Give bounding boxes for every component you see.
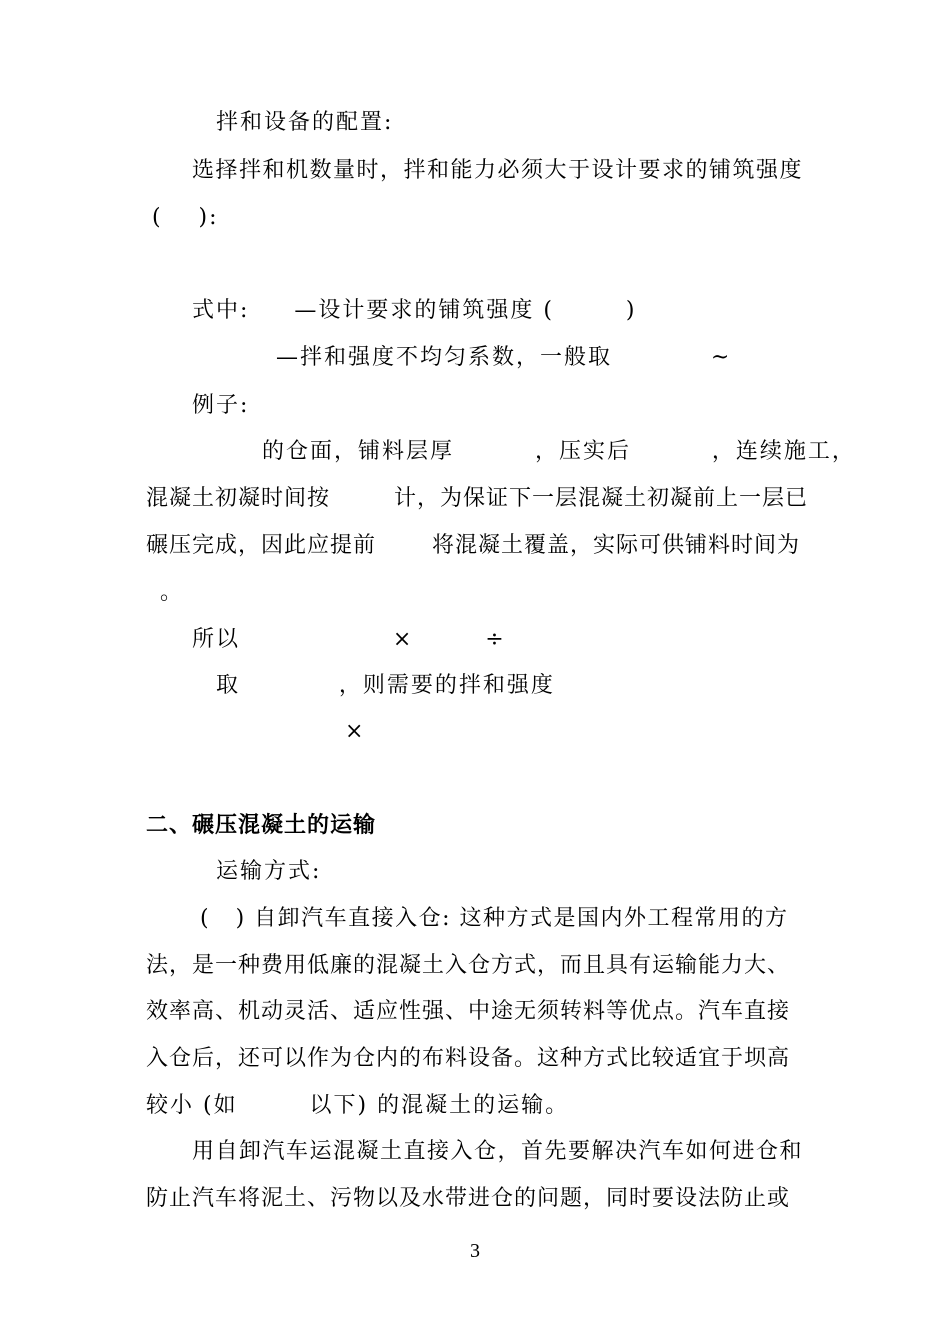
text-line: 碾压完成，因此应提前 将混凝土覆盖，实际可供铺料时间为 — [146, 533, 800, 558]
text-line: 混凝土初凝时间按 计，为保证下一层混凝土初凝前上一层已 — [146, 486, 808, 511]
text-line: 例子: — [192, 393, 250, 418]
section-heading: 二、碾压混凝土的运输 — [146, 813, 377, 838]
text-line: 所以 × ÷ — [192, 627, 506, 652]
text-line: 入仓后，还可以作为仓内的布料设备。这种方式比较适宜于坝高 — [146, 1046, 791, 1071]
text-line: 效率高、机动灵活、适应性强、中途无须转料等优点。汽车直接 — [146, 999, 791, 1024]
text-line: × — [345, 719, 366, 744]
text-line: 拌和设备的配置: — [216, 110, 394, 135]
text-line: 式中: —设计要求的铺筑强度 ( ) — [192, 298, 637, 323]
text-line: 用自卸汽车运混凝土直接入仓，首先要解决汽车如何进仓和 — [192, 1139, 804, 1164]
text-line: 运输方式: — [216, 859, 322, 884]
text-line: ( ) 自卸汽车直接入仓: 这种方式是国内外工程常用的方 — [200, 906, 789, 931]
text-line: 较小 (如 以下) 的混凝土的运输。 — [146, 1093, 570, 1118]
text-line: 选择拌和机数量时，拌和能力必须大于设计要求的铺筑强度 — [192, 158, 804, 183]
text-line: —拌和强度不均匀系数，一般取 ~ — [276, 345, 732, 370]
text-line: 法，是一种费用低廉的混凝土入仓方式，而且具有运输能力大、 — [146, 953, 791, 978]
text-line: 防止汽车将泥土、污物以及水带进仓的问题，同时要设法防止或 — [146, 1186, 791, 1211]
text-line: 的仓面，铺料层厚 ，压实后 ，连续施工， — [262, 439, 856, 464]
page-number: 3 — [470, 1240, 480, 1262]
text-line: ( ): — [152, 205, 219, 230]
text-line: 。 — [160, 580, 185, 605]
text-line: 取 ，则需要的拌和强度 — [216, 673, 555, 698]
